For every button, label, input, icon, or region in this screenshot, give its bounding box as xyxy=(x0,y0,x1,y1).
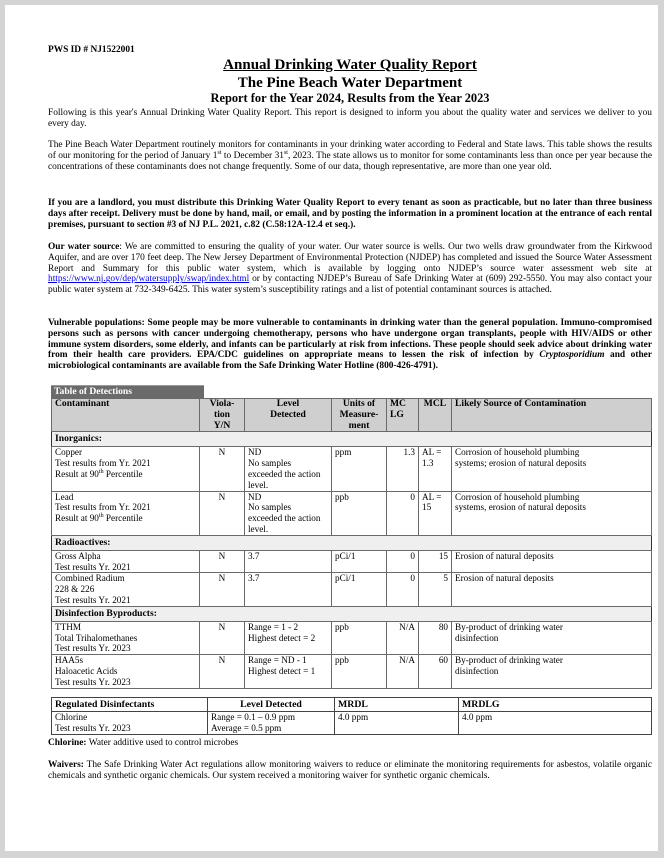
contaminant-cell: TTHM Total Trihalomethanes Test results Yr. 2023 xyxy=(52,621,200,654)
vulnerable-text-b: and other microbiological contaminants are available from the Safe Drinking Water Hotline (800-426-4791). xyxy=(48,350,652,372)
mclg-cell: 1.3 xyxy=(387,447,419,491)
ordinal-sup: st xyxy=(283,149,288,156)
monitoring-text-c: , 2023. The state allows us to monitor for some contaminants less than once per year because the concentrations of these contaminants does not change frequently. Some of our data, though representative, are more than one year old. xyxy=(48,150,652,172)
chlorine-label: Chlorine: xyxy=(48,738,87,748)
level-cell: Range = 0.1 – 0.9 ppm Average = 0.5 ppm xyxy=(208,712,335,735)
level-cell: 3.7 xyxy=(245,573,332,606)
header-violation: Viola- tion Y/N xyxy=(200,399,245,432)
waivers-text: The Safe Drinking Water Act regulations allow monitoring waivers to reduce or eliminate the monitoring requirements for asbestos, volatile organic chemicals and synthetic organic chemicals. Our system received a monitoring waiver for synthetic organic chemicals. xyxy=(48,760,652,781)
mclg-cell: N/A xyxy=(387,655,419,688)
violation-cell: N xyxy=(200,491,245,535)
mclg-cell: N/A xyxy=(387,621,419,654)
pws-id: PWS ID # NJ1522001 xyxy=(48,45,135,55)
mcl-cell: 60 xyxy=(419,655,452,688)
waivers-label: Waivers: xyxy=(48,760,84,770)
mrdlg-cell: 4.0 ppm xyxy=(459,712,652,735)
table-row xyxy=(52,712,652,735)
level-cell: Range = ND - 1 Highest detect = 1 xyxy=(245,655,332,688)
waivers-paragraph xyxy=(48,760,652,782)
category-row xyxy=(52,535,652,550)
level-cell: ND No samples exceeded the action level. xyxy=(245,491,332,535)
monitoring-text-a: The Pine Beach Water Department routinely monitors for contaminants in your drinking water according to Federal and State laws. This table shows the results of our monitoring for the period of January 1 xyxy=(48,140,652,161)
header-mrdlg: MRDLG xyxy=(459,698,652,712)
violation-cell: N xyxy=(200,573,245,606)
water-source-text-a: : We are committed to ensuring the quality of your water. Our water source is wells. Our two wells draw groundwater from the Kirkwood Aquifer, and are over 170 feet deep. The New Jersey Department of Environmental Protection (NJDEP) has completed and issued the Source Water Assessment Report and Summary for this public water system, which is available by logging onto NJDEP’s source water assessment web site at xyxy=(48,242,653,274)
header-mcl: MCL xyxy=(419,399,452,432)
monitoring-paragraph xyxy=(48,140,652,172)
mcl-cell: 5 xyxy=(419,573,452,606)
header-level-detected: Level Detected xyxy=(245,399,332,432)
header-regulated-disinfectants: Regulated Disinfectants xyxy=(52,698,208,712)
source-cell: Corrosion of household plumbing systems, erosion of natural deposits xyxy=(452,491,652,535)
category-inorganics: Inorganics: xyxy=(52,432,652,447)
header-mrdl: MRDL xyxy=(335,698,459,712)
disinfectants-header-row xyxy=(52,698,652,712)
mrdl-cell: 4.0 ppm xyxy=(335,712,459,735)
violation-cell: N xyxy=(200,655,245,688)
level-cell: 3.7 xyxy=(245,550,332,573)
mcl-cell: AL = 1.3 xyxy=(419,447,452,491)
disinfectants-table xyxy=(51,697,652,735)
chlorine-note xyxy=(48,738,652,749)
report-title: Annual Drinking Water Quality Report xyxy=(223,57,477,73)
header-mclg: MC LG xyxy=(387,399,419,432)
table-caption: Table of Detections xyxy=(51,385,204,398)
level-cell: Range = 1 - 2 Highest detect = 2 xyxy=(245,621,332,654)
contaminant-cell: Copper Test results from Yr. 2021 Result at 90th Percentile xyxy=(52,447,200,491)
table-row xyxy=(52,621,652,654)
category-row xyxy=(52,432,652,447)
violation-cell: N xyxy=(200,621,245,654)
chlorine-text: Water additive used to control microbes xyxy=(86,738,239,748)
landlord-notice: If you are a landlord, you must distribute this Drinking Water Quality Report to every tenant as soon as practicable, but no later than three business days after receipt. Delivery must be done by hand, mail, or email, and by posting the information in a prominent location at the entrance of each rental premises, pursuant to section #3 of NJ P.L. 2021, c.82 (C.58:12A-12.4 et seq.). xyxy=(48,198,652,230)
contaminant-cell: HAA5s Haloacetic Acids Test results Yr. 2023 xyxy=(52,655,200,688)
water-source-text-b: or by contacting NJDEP’s Bureau of Safe Drinking Water at (609) 292-5550. You may also contact your public water system at 732-349-6425. This water system’s susceptibility ratings and a list of potential contaminant sources is attached. xyxy=(48,274,652,296)
mcl-cell: 80 xyxy=(419,621,452,654)
source-cell: Corrosion of household plumbing systems; erosion of natural deposits xyxy=(452,447,652,491)
level-cell: ND No samples exceeded the action level. xyxy=(245,447,332,491)
violation-cell: N xyxy=(200,550,245,573)
units-cell: ppb xyxy=(332,621,387,654)
source-cell: Erosion of natural deposits xyxy=(452,550,652,573)
category-row xyxy=(52,606,652,621)
contaminant-cell: Combined Radium 228 & 226 Test results Yr. 2021 xyxy=(52,573,200,606)
source-cell: Erosion of natural deposits xyxy=(452,573,652,606)
mclg-cell: 0 xyxy=(387,573,419,606)
vulnerable-text-a: Vulnerable populations: Some people may be more vulnerable to contaminants in drinking water than the general population. Immuno-compromised persons such as persons with cancer undergoing chemotherapy, persons who have undergone organ transplants, people with HIV/AIDS or other immune system disorders, some elderly, and infants can be particularly at risk from infections. These people should seek advice about drinking water from their health care providers. EPA/CDC guidelines on appropriate means to lessen the risk of infection by xyxy=(48,318,652,361)
source-cell: By-product of drinking water disinfection xyxy=(452,621,652,654)
table-row xyxy=(52,447,652,491)
contaminant-cell: Gross Alpha Test results Yr. 2021 xyxy=(52,550,200,573)
table-row xyxy=(52,573,652,606)
swap-link[interactable]: https://www.nj.gov/dep/watersupply/swap/index.html xyxy=(48,274,250,285)
category-radioactives: Radioactives: xyxy=(52,535,652,550)
vulnerable-populations-paragraph xyxy=(48,318,652,372)
water-source-paragraph xyxy=(48,242,652,296)
disinfectant-cell: Chlorine Test results Yr. 2023 xyxy=(52,712,208,735)
ordinal-sup: st xyxy=(217,149,222,156)
mclg-cell: 0 xyxy=(387,550,419,573)
units-cell: ppb xyxy=(332,491,387,535)
units-cell: ppm xyxy=(332,447,387,491)
department-name: The Pine Beach Water Department xyxy=(237,75,463,91)
mcl-cell: AL = 15 xyxy=(419,491,452,535)
units-cell: pCi/1 xyxy=(332,573,387,606)
table-header-row xyxy=(52,399,652,432)
category-disinfection-byproducts: Disinfection Byproducts: xyxy=(52,606,652,621)
detections-table xyxy=(51,398,652,689)
table-row xyxy=(52,491,652,535)
source-cell: By-product of drinking water disinfection xyxy=(452,655,652,688)
monitoring-text-b: to December 31 xyxy=(221,150,284,161)
table-row xyxy=(52,655,652,688)
header-units: Units of Measure- ment xyxy=(332,399,387,432)
units-cell: ppb xyxy=(332,655,387,688)
violation-cell: N xyxy=(200,447,245,491)
header-source: Likely Source of Contamination xyxy=(452,399,652,432)
document-page xyxy=(5,5,658,851)
units-cell: pCi/1 xyxy=(332,550,387,573)
header-level-detected: Level Detected xyxy=(208,698,335,712)
cryptosporidium-italic: Cryptosporidium xyxy=(539,350,605,361)
water-source-label: Our water source xyxy=(48,242,120,252)
intro-paragraph: Following is this year's Annual Drinking Water Quality Report. This report is designed to inform you about the quality water and services we deliver to you every day. xyxy=(48,108,652,129)
mcl-cell: 15 xyxy=(419,550,452,573)
contaminant-cell: Lead Test results from Yr. 2021 Result at 90th Percentile xyxy=(52,491,200,535)
table-row xyxy=(52,550,652,573)
header-contaminant: Contaminant xyxy=(52,399,200,432)
report-subtitle: Report for the Year 2024, Results from the Year 2023 xyxy=(210,91,490,105)
mclg-cell: 0 xyxy=(387,491,419,535)
